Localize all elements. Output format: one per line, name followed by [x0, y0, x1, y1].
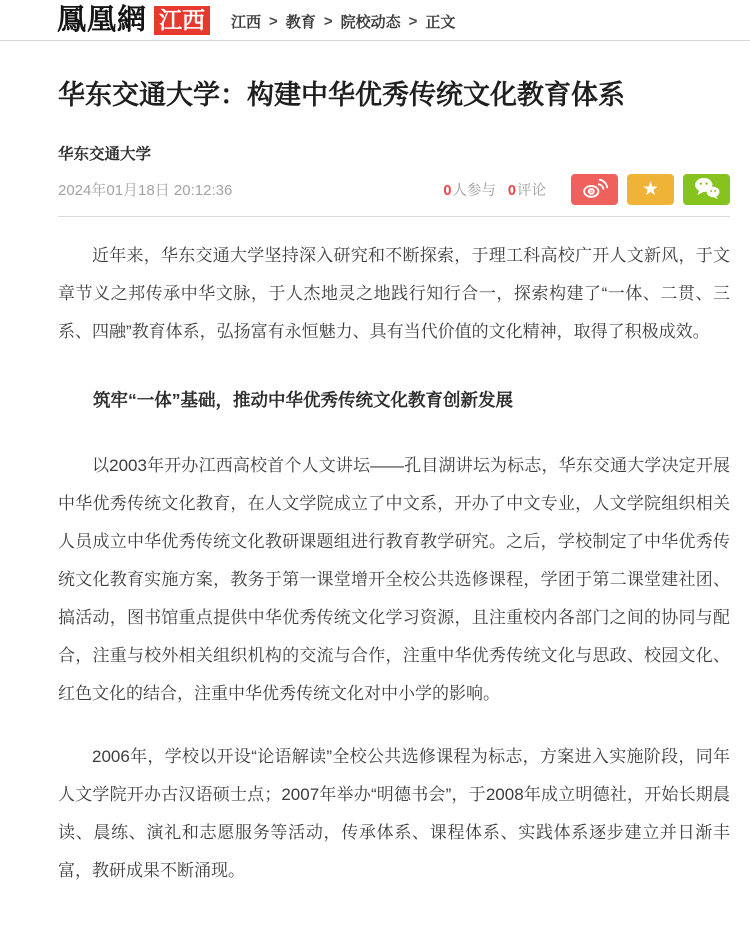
- comment-count: [508, 183, 546, 199]
- section-subheading: 筑牢“一体”基础，推动中华优秀传统文化教育创新发展: [93, 389, 513, 410]
- breadcrumb-separator: >: [408, 12, 418, 30]
- phoenix-logo-text: 鳳凰網: [57, 3, 148, 36]
- breadcrumb: [231, 9, 455, 32]
- meta-divider: [58, 216, 730, 217]
- paragraph-2: 以2003年开办江西高校首个人文讲坛——孔目湖讲坛为标志，华东交通大学决定开展中华优秀传统文化教育，在人文学院成立了中文系，开办了中文专业，人文学院组织相关人员成立中华优秀传统文化教研课题组进行教育教学研究。之后，学校制定了中华优秀传统文化教育实施方案，教务于第一课堂增开全校公共选修课程，学团于第二课堂建社团、搞活动，图书馆重点提供中华优秀传统文化学习资源，且注重校内各部门之间的协同与配合，注重与校外相关组织机构的交流与合作，注重中华优秀传统文化与思政、校园文化、红色文化的结合，注重中华优秀传统文化对中小学的影响。: [58, 455, 730, 703]
- breadcrumb-separator: >: [323, 12, 333, 30]
- article-source: 华东交通大学: [58, 145, 152, 163]
- share-wechat-button[interactable]: [683, 174, 730, 205]
- meta-actions: [443, 174, 730, 205]
- article-title: 华东交通大学：构建中华优秀传统文化教育体系: [58, 80, 625, 110]
- publish-date: 2024年01月18日 20:12:36: [58, 181, 233, 199]
- breadcrumb-item-education[interactable]: 教育: [285, 13, 316, 31]
- participation-number: 0: [443, 182, 452, 199]
- participation-label: 人参与: [452, 182, 496, 199]
- paragraph-1: 近年来，华东交通大学坚持深入研究和不断探索，于理工科高校广开人文新风，于文章节义之邦传承中华文脉，于人杰地灵之地践行知行合一，探索构建了“一体、二贯、三系、四融”教育体系，弘扬富有永恒魅力、具有当代价值的文化精神，取得了积极成效。: [58, 245, 730, 341]
- article-body: [58, 237, 730, 939]
- weibo-icon: [582, 177, 608, 202]
- breadcrumb-item-campus-news[interactable]: 院校动态: [340, 13, 401, 31]
- article-container: [58, 79, 730, 939]
- article-meta-row: [58, 174, 730, 205]
- site-logo[interactable]: [57, 3, 210, 36]
- paragraph-3: 2006年，学校以开设“论语解读”全校公共选修课程为标志，方案进入实施阶段，同年人文学院开办古汉语硕士点；2007年举办“明德书会”，于2008年成立明德社，开始长期晨读、晨练、演礼和志愿服务等活动，传承体系、课程体系、实践体系逐步建立并日渐丰富，教研成果不断涌现。: [58, 746, 730, 880]
- breadcrumb-item-current: 正文: [425, 13, 456, 31]
- qzone-star-icon: ★: [641, 178, 660, 200]
- region-badge: 江西: [154, 6, 210, 35]
- comment-number: 0: [507, 182, 516, 199]
- site-header: [0, 0, 750, 41]
- share-qzone-button[interactable]: [627, 174, 674, 205]
- share-weibo-button[interactable]: [571, 174, 618, 205]
- participation-count: [443, 183, 496, 199]
- wechat-icon: [693, 176, 721, 202]
- breadcrumb-item-jiangxi[interactable]: 江西: [231, 13, 262, 31]
- breadcrumb-separator: >: [269, 12, 278, 30]
- engagement-counts: [443, 179, 546, 200]
- comment-label: 评论: [517, 182, 546, 199]
